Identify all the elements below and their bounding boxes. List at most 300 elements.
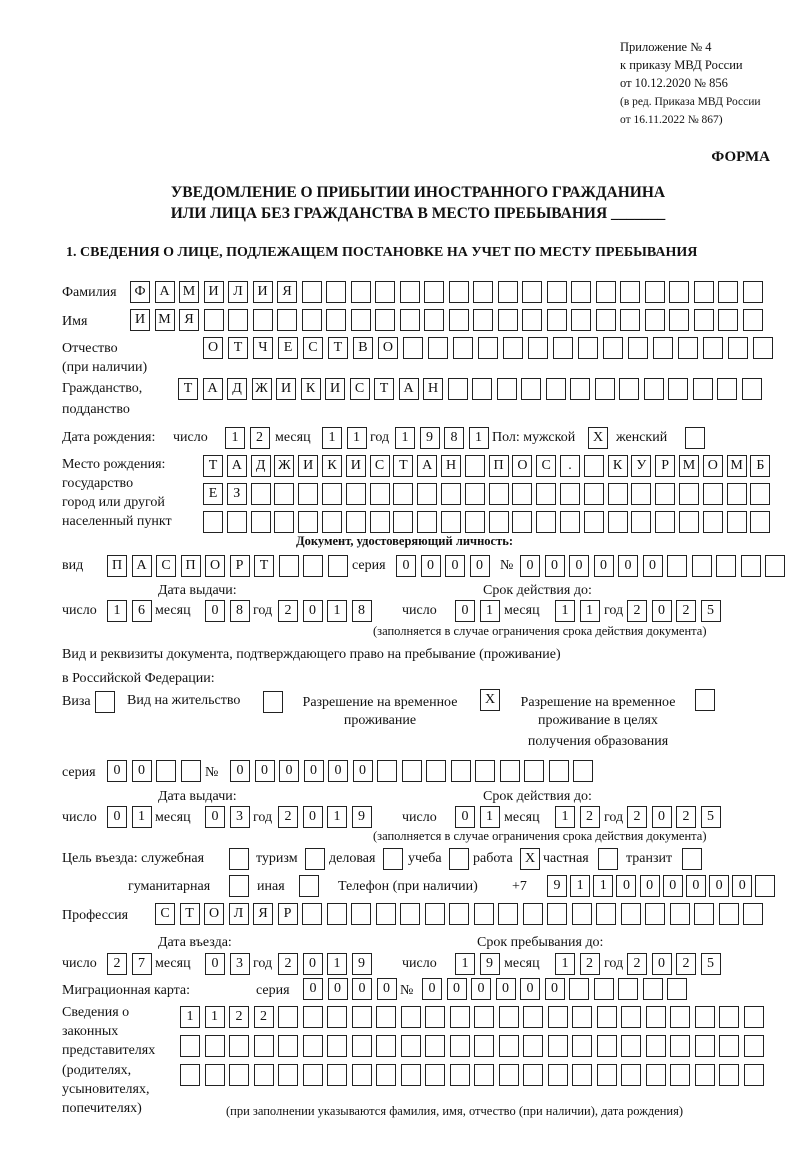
- char-box-surname[interactable]: Я: [277, 281, 297, 303]
- char-box-surname[interactable]: [326, 281, 346, 303]
- char-box-id-number[interactable]: 0: [618, 555, 638, 577]
- char-box-profession[interactable]: [670, 903, 690, 925]
- char-box-profession[interactable]: [572, 903, 592, 925]
- char-box-reps-1[interactable]: [327, 1006, 347, 1028]
- char-box-surname[interactable]: Л: [228, 281, 248, 303]
- char-box-reps-1[interactable]: [450, 1006, 470, 1028]
- char-box-entry-day[interactable]: 7: [132, 953, 152, 975]
- char-box-stay-month[interactable]: 2: [580, 953, 600, 975]
- char-box-name[interactable]: [547, 309, 567, 331]
- char-box-stay-series[interactable]: 0: [132, 760, 152, 782]
- char-box-birth-place-1[interactable]: Д: [251, 455, 271, 477]
- char-box-patronymic[interactable]: [553, 337, 573, 359]
- char-box-patronymic[interactable]: Т: [328, 337, 348, 359]
- char-box-id-number[interactable]: [667, 555, 687, 577]
- char-box-patronymic[interactable]: Ч: [253, 337, 273, 359]
- char-box-birth-place-1[interactable]: А: [417, 455, 437, 477]
- char-box-birth-place-2[interactable]: [465, 483, 485, 505]
- char-box-stay-number[interactable]: 0: [230, 760, 250, 782]
- char-box-reps-2[interactable]: [744, 1035, 764, 1057]
- char-box-birth-place-3[interactable]: [703, 511, 723, 533]
- char-box-patronymic[interactable]: С: [303, 337, 323, 359]
- char-box-citizenship[interactable]: [693, 378, 713, 400]
- char-box-surname[interactable]: [596, 281, 616, 303]
- char-box-reps-1[interactable]: [425, 1006, 445, 1028]
- char-box-stay-valid-day[interactable]: 0: [455, 806, 475, 828]
- char-box-birth-place-1[interactable]: .: [560, 455, 580, 477]
- char-box-birth-year[interactable]: 1: [469, 427, 489, 449]
- char-box-birth-day[interactable]: 1: [225, 427, 245, 449]
- char-box-stay-number[interactable]: 0: [255, 760, 275, 782]
- checkbox-p-study[interactable]: [449, 848, 469, 870]
- char-box-patronymic[interactable]: [453, 337, 473, 359]
- char-box-id-number[interactable]: 0: [520, 555, 540, 577]
- char-box-name[interactable]: [522, 309, 542, 331]
- char-box-reps-3[interactable]: [548, 1064, 568, 1086]
- char-box-id-valid-day[interactable]: 0: [455, 600, 475, 622]
- char-box-citizenship[interactable]: С: [350, 378, 370, 400]
- char-box-birth-place-3[interactable]: [370, 511, 390, 533]
- char-box-profession[interactable]: [694, 903, 714, 925]
- char-box-id-issue-day[interactable]: 6: [132, 600, 152, 622]
- char-box-birth-place-2[interactable]: [441, 483, 461, 505]
- char-box-birth-place-1[interactable]: И: [298, 455, 318, 477]
- char-box-citizenship[interactable]: Ж: [252, 378, 272, 400]
- char-box-reps-3[interactable]: [499, 1064, 519, 1086]
- char-box-birth-place-2[interactable]: [322, 483, 342, 505]
- char-box-birth-place-3[interactable]: [489, 511, 509, 533]
- char-box-reps-3[interactable]: [278, 1064, 298, 1086]
- char-box-patronymic[interactable]: [428, 337, 448, 359]
- char-box-birth-place-1[interactable]: Ж: [274, 455, 294, 477]
- char-box-surname[interactable]: [743, 281, 763, 303]
- char-box-profession[interactable]: [498, 903, 518, 925]
- char-box-birth-place-2[interactable]: [536, 483, 556, 505]
- char-box-mig-series[interactable]: 0: [303, 978, 323, 1000]
- checkbox-p-tourism[interactable]: [305, 848, 325, 870]
- char-box-birth-place-1[interactable]: М: [727, 455, 747, 477]
- char-box-id-kind[interactable]: О: [205, 555, 225, 577]
- char-box-citizenship[interactable]: Т: [178, 378, 198, 400]
- char-box-birth-place-2[interactable]: [298, 483, 318, 505]
- char-box-reps-2[interactable]: [646, 1035, 666, 1057]
- char-box-citizenship[interactable]: А: [399, 378, 419, 400]
- checkbox-p-other[interactable]: [299, 875, 319, 897]
- char-box-reps-2[interactable]: [695, 1035, 715, 1057]
- char-box-birth-place-2[interactable]: [727, 483, 747, 505]
- char-box-reps-3[interactable]: [303, 1064, 323, 1086]
- char-box-surname[interactable]: [375, 281, 395, 303]
- char-box-reps-1[interactable]: 2: [229, 1006, 249, 1028]
- char-box-reps-2[interactable]: [229, 1035, 249, 1057]
- char-box-reps-3[interactable]: [695, 1064, 715, 1086]
- char-box-entry-year[interactable]: 2: [278, 953, 298, 975]
- char-box-citizenship[interactable]: [570, 378, 590, 400]
- char-box-name[interactable]: [326, 309, 346, 331]
- char-box-stay-number[interactable]: [402, 760, 422, 782]
- char-box-profession[interactable]: С: [155, 903, 175, 925]
- char-box-name[interactable]: [645, 309, 665, 331]
- char-box-reps-3[interactable]: [229, 1064, 249, 1086]
- char-box-stay-issue-day[interactable]: 1: [132, 806, 152, 828]
- char-box-id-kind[interactable]: Р: [230, 555, 250, 577]
- char-box-name[interactable]: [596, 309, 616, 331]
- char-box-entry-year[interactable]: 1: [327, 953, 347, 975]
- char-box-reps-1[interactable]: [695, 1006, 715, 1028]
- char-box-name[interactable]: [424, 309, 444, 331]
- char-box-birth-place-3[interactable]: [631, 511, 651, 533]
- char-box-stay-day[interactable]: 9: [480, 953, 500, 975]
- char-box-birth-place-3[interactable]: [584, 511, 604, 533]
- char-box-birth-place-2[interactable]: [584, 483, 604, 505]
- char-box-surname[interactable]: [571, 281, 591, 303]
- char-box-profession[interactable]: [449, 903, 469, 925]
- char-box-citizenship[interactable]: [472, 378, 492, 400]
- char-box-citizenship[interactable]: [521, 378, 541, 400]
- char-box-reps-2[interactable]: [278, 1035, 298, 1057]
- char-box-id-issue-month[interactable]: 8: [230, 600, 250, 622]
- char-box-reps-3[interactable]: [450, 1064, 470, 1086]
- char-box-reps-1[interactable]: 1: [205, 1006, 225, 1028]
- char-box-reps-1[interactable]: [499, 1006, 519, 1028]
- char-box-citizenship[interactable]: [644, 378, 664, 400]
- char-box-surname[interactable]: [498, 281, 518, 303]
- checkbox-visa[interactable]: [95, 691, 115, 713]
- char-box-reps-1[interactable]: [401, 1006, 421, 1028]
- char-box-surname[interactable]: И: [204, 281, 224, 303]
- char-box-stay-number[interactable]: [377, 760, 397, 782]
- char-box-reps-3[interactable]: [254, 1064, 274, 1086]
- char-box-id-issue-day[interactable]: 1: [107, 600, 127, 622]
- checkbox-sex-female[interactable]: [685, 427, 705, 449]
- char-box-surname[interactable]: [351, 281, 371, 303]
- char-box-stay-valid-year[interactable]: 5: [701, 806, 721, 828]
- char-box-stay-valid-month[interactable]: 2: [580, 806, 600, 828]
- char-box-birth-place-1[interactable]: О: [512, 455, 532, 477]
- char-box-reps-3[interactable]: [376, 1064, 396, 1086]
- char-box-reps-2[interactable]: [499, 1035, 519, 1057]
- char-box-patronymic[interactable]: [603, 337, 623, 359]
- char-box-birth-year[interactable]: 9: [420, 427, 440, 449]
- char-box-birth-place-1[interactable]: У: [631, 455, 651, 477]
- char-box-id-kind[interactable]: П: [181, 555, 201, 577]
- char-box-stay-number[interactable]: [426, 760, 446, 782]
- char-box-stay-valid-month[interactable]: 1: [555, 806, 575, 828]
- char-box-mig-series[interactable]: 0: [328, 978, 348, 1000]
- char-box-birth-place-3[interactable]: [393, 511, 413, 533]
- char-box-phone[interactable]: 1: [593, 875, 613, 897]
- char-box-reps-2[interactable]: [572, 1035, 592, 1057]
- char-box-stay-valid-year[interactable]: 2: [627, 806, 647, 828]
- char-box-entry-day[interactable]: 2: [107, 953, 127, 975]
- char-box-name[interactable]: [743, 309, 763, 331]
- char-box-surname[interactable]: [620, 281, 640, 303]
- char-box-id-kind[interactable]: [328, 555, 348, 577]
- char-box-id-valid-month[interactable]: 1: [580, 600, 600, 622]
- char-box-name[interactable]: [669, 309, 689, 331]
- char-box-stay-valid-year[interactable]: 0: [652, 806, 672, 828]
- char-box-stay-series[interactable]: [156, 760, 176, 782]
- char-box-reps-1[interactable]: [670, 1006, 690, 1028]
- char-box-phone[interactable]: 0: [709, 875, 729, 897]
- char-box-mig-number[interactable]: [643, 978, 663, 1000]
- char-box-birth-place-2[interactable]: [346, 483, 366, 505]
- char-box-reps-2[interactable]: [254, 1035, 274, 1057]
- char-box-id-number[interactable]: [765, 555, 785, 577]
- char-box-birth-place-1[interactable]: С: [536, 455, 556, 477]
- char-box-reps-2[interactable]: [621, 1035, 641, 1057]
- char-box-reps-3[interactable]: [352, 1064, 372, 1086]
- char-box-surname[interactable]: А: [155, 281, 175, 303]
- char-box-patronymic[interactable]: [528, 337, 548, 359]
- char-box-birth-place-2[interactable]: [417, 483, 437, 505]
- char-box-reps-2[interactable]: [597, 1035, 617, 1057]
- char-box-id-issue-year[interactable]: 8: [352, 600, 372, 622]
- char-box-name[interactable]: [277, 309, 297, 331]
- char-box-reps-3[interactable]: [523, 1064, 543, 1086]
- char-box-birth-place-2[interactable]: [489, 483, 509, 505]
- char-box-surname[interactable]: [645, 281, 665, 303]
- char-box-citizenship[interactable]: И: [325, 378, 345, 400]
- char-box-reps-2[interactable]: [450, 1035, 470, 1057]
- char-box-entry-year[interactable]: 9: [352, 953, 372, 975]
- char-box-phone[interactable]: 0: [640, 875, 660, 897]
- char-box-stay-number[interactable]: 0: [304, 760, 324, 782]
- char-box-birth-place-3[interactable]: [512, 511, 532, 533]
- char-box-stay-issue-year[interactable]: 9: [352, 806, 372, 828]
- char-box-stay-number[interactable]: [451, 760, 471, 782]
- char-box-name[interactable]: М: [155, 309, 175, 331]
- char-box-profession[interactable]: Т: [180, 903, 200, 925]
- char-box-birth-place-3[interactable]: [417, 511, 437, 533]
- char-box-birth-place-2[interactable]: [679, 483, 699, 505]
- char-box-patronymic[interactable]: Е: [278, 337, 298, 359]
- char-box-birth-place-3[interactable]: [346, 511, 366, 533]
- char-box-profession[interactable]: [523, 903, 543, 925]
- char-box-reps-1[interactable]: 1: [180, 1006, 200, 1028]
- char-box-birth-day[interactable]: 2: [250, 427, 270, 449]
- char-box-mig-number[interactable]: 0: [447, 978, 467, 1000]
- char-box-birth-place-2[interactable]: Е: [203, 483, 223, 505]
- char-box-patronymic[interactable]: [703, 337, 723, 359]
- char-box-patronymic[interactable]: [678, 337, 698, 359]
- char-box-reps-3[interactable]: [474, 1064, 494, 1086]
- char-box-name[interactable]: Я: [179, 309, 199, 331]
- char-box-reps-2[interactable]: [376, 1035, 396, 1057]
- char-box-id-valid-year[interactable]: 5: [701, 600, 721, 622]
- char-box-reps-3[interactable]: [205, 1064, 225, 1086]
- char-box-reps-2[interactable]: [180, 1035, 200, 1057]
- char-box-profession[interactable]: [474, 903, 494, 925]
- char-box-profession[interactable]: [743, 903, 763, 925]
- char-box-citizenship[interactable]: [619, 378, 639, 400]
- char-box-birth-month[interactable]: 1: [322, 427, 342, 449]
- char-box-birth-place-1[interactable]: Т: [203, 455, 223, 477]
- char-box-name[interactable]: [449, 309, 469, 331]
- char-box-id-series[interactable]: 0: [470, 555, 490, 577]
- char-box-stay-issue-year[interactable]: 0: [303, 806, 323, 828]
- char-box-surname[interactable]: [449, 281, 469, 303]
- char-box-reps-1[interactable]: [719, 1006, 739, 1028]
- char-box-reps-3[interactable]: [670, 1064, 690, 1086]
- char-box-mig-number[interactable]: 0: [520, 978, 540, 1000]
- char-box-stay-number[interactable]: 0: [279, 760, 299, 782]
- char-box-id-issue-year[interactable]: 1: [327, 600, 347, 622]
- char-box-patronymic[interactable]: О: [378, 337, 398, 359]
- char-box-birth-place-1[interactable]: С: [370, 455, 390, 477]
- char-box-profession[interactable]: [376, 903, 396, 925]
- char-box-birth-place-1[interactable]: А: [227, 455, 247, 477]
- char-box-birth-place-3[interactable]: [750, 511, 770, 533]
- char-box-reps-3[interactable]: [621, 1064, 641, 1086]
- char-box-surname[interactable]: М: [179, 281, 199, 303]
- char-box-surname[interactable]: [400, 281, 420, 303]
- char-box-birth-place-2[interactable]: [750, 483, 770, 505]
- char-box-birth-place-1[interactable]: Н: [441, 455, 461, 477]
- checkbox-trp-edu[interactable]: [695, 689, 715, 711]
- char-box-birth-place-1[interactable]: К: [322, 455, 342, 477]
- char-box-citizenship[interactable]: Т: [374, 378, 394, 400]
- char-box-stay-number[interactable]: [573, 760, 593, 782]
- char-box-id-kind[interactable]: С: [156, 555, 176, 577]
- char-box-surname[interactable]: Ф: [130, 281, 150, 303]
- char-box-stay-month[interactable]: 1: [555, 953, 575, 975]
- char-box-entry-year[interactable]: 0: [303, 953, 323, 975]
- char-box-id-number[interactable]: [741, 555, 761, 577]
- char-box-citizenship[interactable]: [742, 378, 762, 400]
- char-box-entry-month[interactable]: 3: [230, 953, 250, 975]
- char-box-profession[interactable]: [425, 903, 445, 925]
- char-box-birth-place-2[interactable]: [274, 483, 294, 505]
- char-box-citizenship[interactable]: [668, 378, 688, 400]
- char-box-birth-place-2[interactable]: З: [227, 483, 247, 505]
- char-box-reps-2[interactable]: [327, 1035, 347, 1057]
- char-box-birth-place-2[interactable]: [512, 483, 532, 505]
- char-box-birth-place-2[interactable]: [560, 483, 580, 505]
- char-box-citizenship[interactable]: К: [301, 378, 321, 400]
- char-box-stay-number[interactable]: 0: [353, 760, 373, 782]
- char-box-birth-place-1[interactable]: Т: [393, 455, 413, 477]
- char-box-birth-place-2[interactable]: [393, 483, 413, 505]
- char-box-id-issue-year[interactable]: 0: [303, 600, 323, 622]
- char-box-patronymic[interactable]: [753, 337, 773, 359]
- char-box-reps-1[interactable]: [278, 1006, 298, 1028]
- char-box-name[interactable]: [253, 309, 273, 331]
- char-box-profession[interactable]: [621, 903, 641, 925]
- char-box-birth-place-2[interactable]: [631, 483, 651, 505]
- char-box-id-valid-year[interactable]: 2: [676, 600, 696, 622]
- char-box-id-valid-month[interactable]: 1: [555, 600, 575, 622]
- char-box-id-series[interactable]: 0: [445, 555, 465, 577]
- char-box-profession[interactable]: [547, 903, 567, 925]
- char-box-reps-1[interactable]: [621, 1006, 641, 1028]
- char-box-name[interactable]: [620, 309, 640, 331]
- char-box-stay-valid-year[interactable]: 2: [676, 806, 696, 828]
- char-box-mig-number[interactable]: [667, 978, 687, 1000]
- char-box-birth-place-3[interactable]: [608, 511, 628, 533]
- char-box-birth-year[interactable]: 8: [444, 427, 464, 449]
- char-box-profession[interactable]: [351, 903, 371, 925]
- char-box-citizenship[interactable]: [448, 378, 468, 400]
- char-box-birth-place-3[interactable]: [251, 511, 271, 533]
- char-box-name[interactable]: [473, 309, 493, 331]
- checkbox-p-transit[interactable]: [682, 848, 702, 870]
- char-box-phone[interactable]: 1: [570, 875, 590, 897]
- char-box-mig-series[interactable]: 0: [377, 978, 397, 1000]
- char-box-reps-2[interactable]: [474, 1035, 494, 1057]
- char-box-stay-day[interactable]: 1: [455, 953, 475, 975]
- char-box-birth-place-2[interactable]: [655, 483, 675, 505]
- char-box-reps-3[interactable]: [327, 1064, 347, 1086]
- char-box-citizenship[interactable]: [546, 378, 566, 400]
- checkbox-residence[interactable]: [263, 691, 283, 713]
- checkbox-p-humanitarian[interactable]: [229, 875, 249, 897]
- char-box-name[interactable]: [694, 309, 714, 331]
- char-box-stay-issue-month[interactable]: 3: [230, 806, 250, 828]
- char-box-name[interactable]: [498, 309, 518, 331]
- char-box-stay-number[interactable]: [524, 760, 544, 782]
- char-box-birth-place-1[interactable]: Р: [655, 455, 675, 477]
- char-box-stay-valid-day[interactable]: 1: [480, 806, 500, 828]
- char-box-patronymic[interactable]: О: [203, 337, 223, 359]
- char-box-citizenship[interactable]: А: [203, 378, 223, 400]
- char-box-id-number[interactable]: 0: [643, 555, 663, 577]
- char-box-reps-3[interactable]: [401, 1064, 421, 1086]
- char-box-birth-place-3[interactable]: [536, 511, 556, 533]
- char-box-patronymic[interactable]: В: [353, 337, 373, 359]
- char-box-profession[interactable]: О: [204, 903, 224, 925]
- char-box-mig-number[interactable]: 0: [496, 978, 516, 1000]
- char-box-profession[interactable]: Я: [253, 903, 273, 925]
- char-box-birth-place-3[interactable]: [227, 511, 247, 533]
- char-box-patronymic[interactable]: [728, 337, 748, 359]
- checkbox-p-official[interactable]: [229, 848, 249, 870]
- char-box-surname[interactable]: [522, 281, 542, 303]
- char-box-stay-issue-day[interactable]: 0: [107, 806, 127, 828]
- char-box-entry-month[interactable]: 0: [205, 953, 225, 975]
- char-box-stay-year[interactable]: 5: [701, 953, 721, 975]
- char-box-name[interactable]: [302, 309, 322, 331]
- char-box-mig-series[interactable]: 0: [352, 978, 372, 1000]
- char-box-birth-place-3[interactable]: [465, 511, 485, 533]
- char-box-reps-3[interactable]: [572, 1064, 592, 1086]
- char-box-patronymic[interactable]: Т: [228, 337, 248, 359]
- char-box-birth-place-3[interactable]: [679, 511, 699, 533]
- char-box-name[interactable]: [400, 309, 420, 331]
- char-box-phone[interactable]: 9: [547, 875, 567, 897]
- char-box-reps-3[interactable]: [180, 1064, 200, 1086]
- char-box-surname[interactable]: [547, 281, 567, 303]
- char-box-birth-place-1[interactable]: К: [608, 455, 628, 477]
- char-box-name[interactable]: [351, 309, 371, 331]
- char-box-reps-2[interactable]: [548, 1035, 568, 1057]
- char-box-profession[interactable]: [645, 903, 665, 925]
- checkbox-trp[interactable]: X: [480, 689, 500, 711]
- char-box-birth-place-3[interactable]: [560, 511, 580, 533]
- char-box-reps-3[interactable]: [719, 1064, 739, 1086]
- char-box-patronymic[interactable]: [478, 337, 498, 359]
- char-box-name[interactable]: [571, 309, 591, 331]
- char-box-reps-2[interactable]: [205, 1035, 225, 1057]
- char-box-mig-number[interactable]: 0: [545, 978, 565, 1000]
- char-box-id-number[interactable]: [716, 555, 736, 577]
- char-box-stay-number[interactable]: [500, 760, 520, 782]
- char-box-reps-3[interactable]: [744, 1064, 764, 1086]
- char-box-reps-3[interactable]: [646, 1064, 666, 1086]
- char-box-stay-issue-year[interactable]: 1: [327, 806, 347, 828]
- char-box-birth-place-3[interactable]: [655, 511, 675, 533]
- char-box-mig-number[interactable]: [594, 978, 614, 1000]
